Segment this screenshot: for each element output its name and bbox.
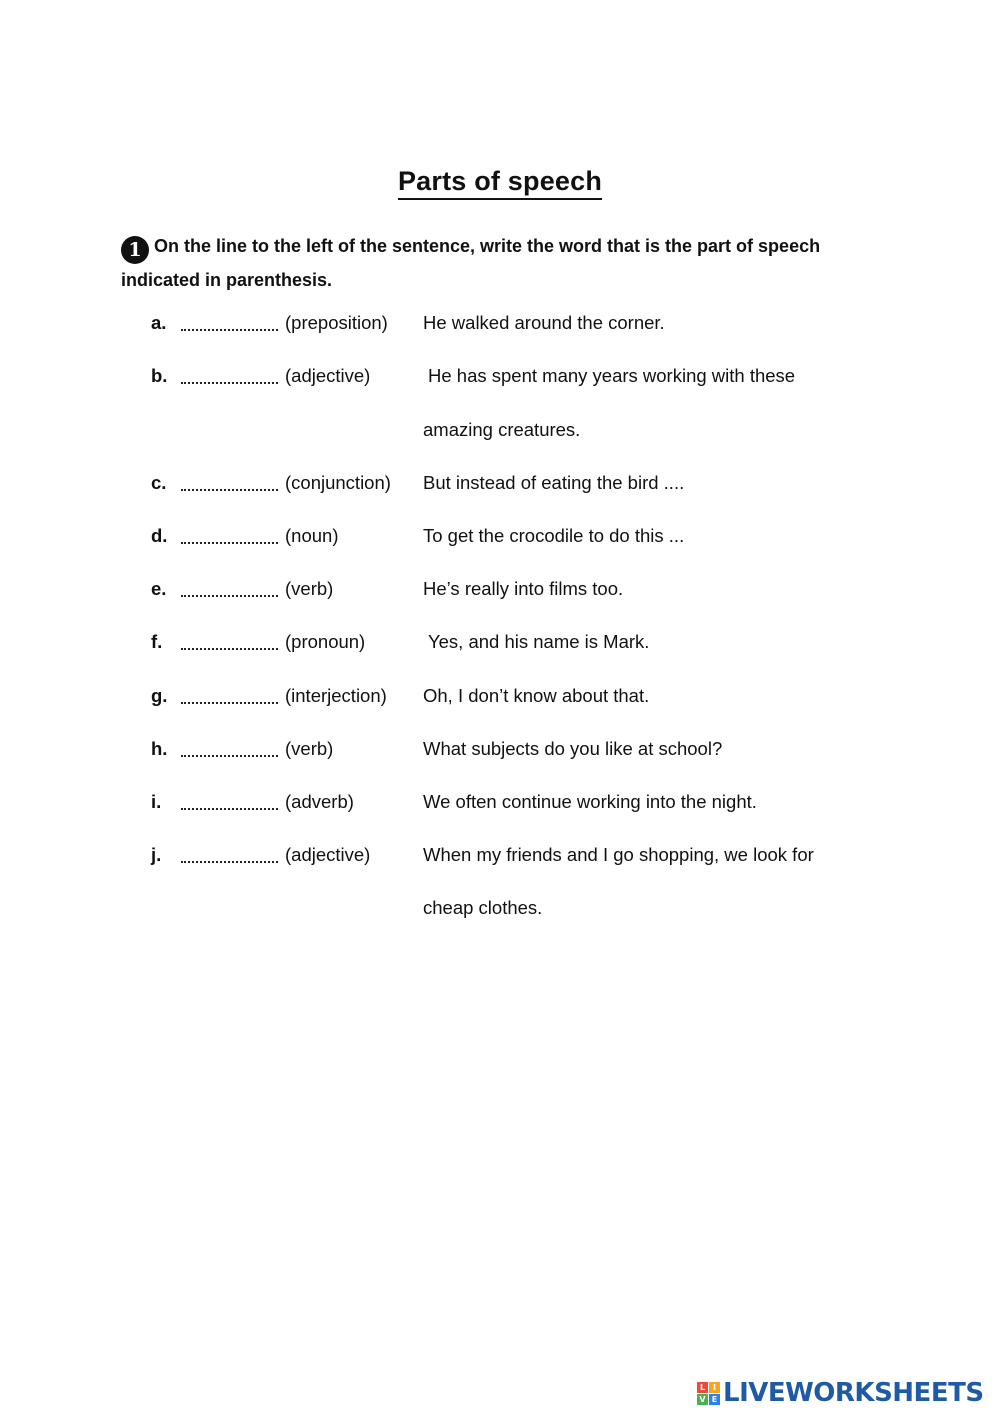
logo-grid-cell: V — [697, 1394, 708, 1405]
item-sentence-continuation-j: cheap clothes. — [423, 897, 543, 918]
item-sentence: When my friends and I go shopping, we look for — [423, 844, 814, 865]
question-item-f — [0, 627, 1000, 657]
item-sentence: We often continue working into the night. — [423, 791, 757, 812]
item-letter: j. — [151, 844, 162, 865]
logo-grid-cell: L — [697, 1382, 708, 1393]
item-letter: i. — [151, 791, 162, 812]
item-sentence: Oh, I don’t know about that. — [423, 685, 650, 706]
item-sentence: He’s really into films too. — [423, 578, 624, 599]
item-sentence: What subjects do you like at school? — [423, 738, 723, 759]
page-title — [0, 166, 1000, 197]
item-part-of-speech: (interjection) — [285, 685, 387, 706]
item-letter: g. — [151, 685, 168, 706]
item-letter: e. — [151, 578, 167, 599]
logo-grid-icon — [697, 1382, 720, 1405]
item-sentence: He walked around the corner. — [423, 312, 665, 333]
item-letter: b. — [151, 365, 168, 386]
answer-blank-h[interactable] — [181, 755, 278, 757]
question-item-c — [0, 468, 1000, 498]
question-item-h — [0, 734, 1000, 764]
item-part-of-speech: (adverb) — [285, 791, 354, 812]
item-letter: a. — [151, 312, 167, 333]
question-item-a — [0, 308, 1000, 338]
question-item-g — [0, 681, 1000, 711]
question-item-j — [0, 840, 1000, 870]
logo-text: LIVEWORKSHEETS — [723, 1378, 984, 1408]
instruction — [121, 230, 851, 297]
item-part-of-speech: (adjective) — [285, 365, 371, 386]
item-sentence-continuation-b: amazing creatures. — [423, 419, 581, 440]
item-letter: f. — [151, 631, 163, 652]
number-circle-icon: 1 — [121, 236, 149, 264]
question-item-d — [0, 521, 1000, 551]
answer-blank-g[interactable] — [181, 702, 278, 704]
answer-blank-b[interactable] — [181, 382, 278, 384]
item-part-of-speech: (verb) — [285, 578, 334, 599]
logo-grid-cell: I — [709, 1382, 720, 1393]
item-part-of-speech: (noun) — [285, 525, 339, 546]
answer-blank-f[interactable] — [181, 648, 278, 650]
answer-blank-a[interactable] — [181, 329, 278, 331]
liveworksheets-logo — [697, 1378, 984, 1408]
answer-blank-i[interactable] — [181, 808, 278, 810]
item-part-of-speech: (conjunction) — [285, 472, 391, 493]
item-part-of-speech: (adjective) — [285, 844, 371, 865]
answer-blank-j[interactable] — [181, 861, 278, 863]
item-sentence: He has spent many years working with these — [428, 365, 796, 386]
question-item-i — [0, 787, 1000, 817]
logo-grid-cell: E — [709, 1394, 720, 1405]
item-letter: c. — [151, 472, 167, 493]
item-letter: h. — [151, 738, 168, 759]
answer-blank-c[interactable] — [181, 489, 278, 491]
page-title-text: Parts of speech — [398, 166, 602, 200]
instruction-text: On the line to the left of the sentence, write the word that is the part of speech indicated in parenthesis. — [121, 236, 821, 290]
item-sentence: To get the crocodile to do this ... — [423, 525, 685, 546]
item-part-of-speech: (preposition) — [285, 312, 388, 333]
item-sentence: But instead of eating the bird .... — [423, 472, 685, 493]
item-letter: d. — [151, 525, 168, 546]
answer-blank-e[interactable] — [181, 595, 278, 597]
answer-blank-d[interactable] — [181, 542, 278, 544]
question-item-e — [0, 574, 1000, 604]
item-sentence: Yes, and his name is Mark. — [428, 631, 650, 652]
item-part-of-speech: (pronoun) — [285, 631, 366, 652]
question-item-b — [0, 361, 1000, 391]
item-part-of-speech: (verb) — [285, 738, 334, 759]
